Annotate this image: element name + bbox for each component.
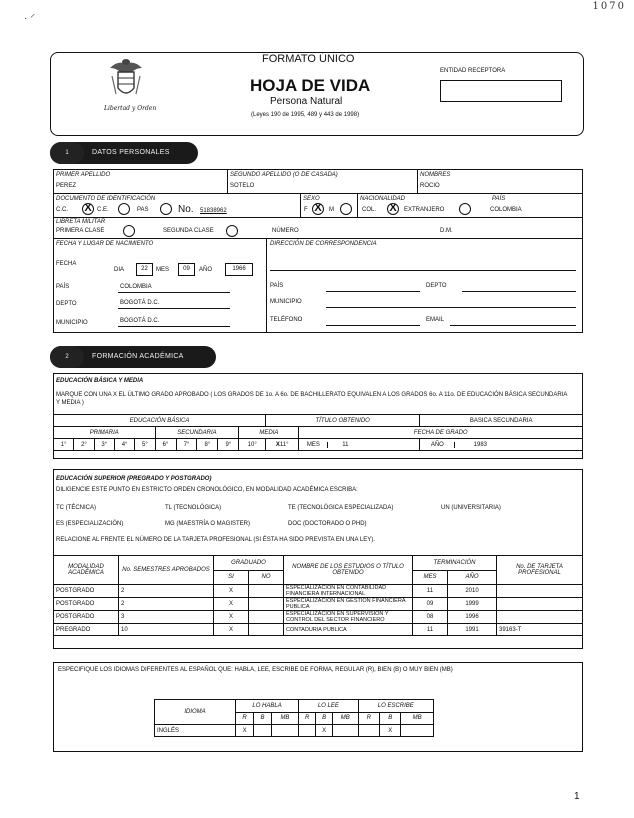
escribe-r[interactable] bbox=[358, 725, 380, 737]
lee-b[interactable]: X bbox=[316, 725, 333, 737]
military-number-label: NÚMERO bbox=[272, 228, 299, 234]
corner-note: 1070 bbox=[592, 1, 626, 12]
basic-instruction: MARQUE CON UNA X EL ÚLTIMO GRADO APROBADO ( LOS GRADOS DE 1o. A 6o. DE BACHILLERATO EQUIVALEN A LOS GRADOS 6o. A 11o. DE EDUCACIÓN BÁSICA SECUNDARIA Y MEDIA ) bbox=[56, 392, 568, 406]
languages-table bbox=[154, 699, 434, 737]
lang-instruction: ESPECIFIQUE LOS IDIOMAS DIFERENTES AL ESPAÑOL QUE: HABLA, LEE, ESCRIBE DE FORMA, REGULAR (R), BIEN (B) O MUY BIEN (MB) bbox=[58, 667, 453, 673]
habla-b[interactable] bbox=[254, 725, 272, 737]
cell-semesters[interactable]: 3 bbox=[119, 611, 214, 624]
first-surname-label: PRIMER APELLIDO bbox=[56, 172, 111, 178]
basic-edu-header: EDUCACIÓN BÁSICA bbox=[54, 415, 266, 427]
lang-r: R bbox=[236, 712, 254, 725]
day-label: DIA bbox=[114, 267, 125, 273]
country-label: PAÍS bbox=[492, 196, 506, 202]
col-si: SI bbox=[214, 570, 249, 585]
col-mes: MES bbox=[413, 570, 448, 585]
relation-note: RELACIONE AL FRENTE EL NÚMERO DE LA TARJETA PROFESIONAL (SI ÉSTA HA SIDO PREVISTA EN UNA LEY). bbox=[56, 537, 375, 543]
sex-f-check-icon: X bbox=[314, 202, 322, 214]
lang-idioma-header: IDIOMA bbox=[155, 700, 236, 725]
id-cc-label: C.C. bbox=[56, 207, 68, 213]
lang-mb: MB bbox=[271, 712, 298, 725]
birth-country-value[interactable]: COLOMBIA bbox=[120, 284, 152, 290]
col-name: NOMBRE DE LOS ESTUDIOS O TÍTULO OBTENIDO bbox=[284, 556, 413, 585]
col-semesters: No. SEMESTRES APROBADOS bbox=[119, 556, 214, 585]
birth-month-field[interactable]: 09 bbox=[178, 263, 195, 276]
nat-foreign-label: EXTRANJERO bbox=[404, 207, 445, 213]
year-label: AÑO bbox=[199, 267, 213, 273]
lang-name[interactable]: INGLÉS bbox=[155, 725, 236, 737]
grad-year-value: 1983 bbox=[473, 441, 488, 448]
col-terminacion: TERMINACIÓN bbox=[413, 556, 497, 571]
names-value[interactable]: ROCIO bbox=[420, 183, 440, 189]
lee-mb[interactable] bbox=[332, 725, 358, 737]
date-label: FECHA bbox=[56, 261, 77, 267]
mod-tc: TC (TÉCNICA) bbox=[56, 505, 96, 511]
section-2-title: FORMACIÓN ACADÉMICA bbox=[92, 353, 184, 360]
higher-title: EDUCACIÓN SUPERIOR (PREGRADO Y POSTGRADO) bbox=[56, 476, 212, 482]
grad-year-label: AÑO bbox=[420, 442, 455, 448]
col-graduado: GRADUADO bbox=[214, 556, 284, 571]
section-1-title: DATOS PERSONALES bbox=[92, 149, 170, 156]
habla-mb[interactable] bbox=[271, 725, 298, 737]
table-row bbox=[54, 598, 583, 611]
nat-col-check-icon: X bbox=[389, 202, 397, 214]
nat-col-label: COL. bbox=[362, 207, 377, 213]
grade-cell[interactable]: 4° bbox=[114, 439, 134, 451]
title-obtained-label: TÍTULO OBTENIDO bbox=[265, 415, 419, 427]
lang-r: R bbox=[299, 712, 316, 725]
title-top: FORMATO ÚNICO bbox=[262, 53, 355, 65]
cell-si[interactable]: X bbox=[214, 624, 249, 636]
lang-mb: MB bbox=[332, 712, 358, 725]
corr-depto-label: DEPTO bbox=[426, 283, 447, 289]
col-ano: AÑO bbox=[448, 570, 497, 585]
table-row bbox=[54, 611, 583, 624]
cell-no[interactable] bbox=[249, 585, 284, 598]
id-cc-check-icon: X bbox=[84, 202, 92, 214]
grad-month-value: 11 bbox=[342, 441, 349, 448]
cell-name[interactable]: ESPECIALIZACION EN CONTABILIDAD FINANCIERA INTERNACIONAL bbox=[284, 585, 413, 598]
cell-name[interactable]: ESPECIALIZACION EN GESTION FINANCIERA PUBLICA bbox=[284, 598, 413, 611]
cell-si[interactable]: X bbox=[214, 598, 249, 611]
section-1-number: 1 bbox=[50, 142, 84, 164]
mod-un: UN (UNIVERSITARIA) bbox=[441, 505, 501, 511]
secundaria-header: SECUNDARIA bbox=[155, 427, 239, 439]
corr-email-label: EMAIL bbox=[426, 317, 445, 323]
birth-depto-label: DEPTO bbox=[56, 301, 77, 307]
lang-b: B bbox=[254, 712, 272, 725]
mod-es: ES (ESPECIALIZACIÓN) bbox=[56, 521, 124, 527]
cell-ano[interactable]: 2010 bbox=[448, 585, 497, 598]
grade-cell[interactable]: 2° bbox=[74, 439, 94, 451]
cell-no[interactable] bbox=[249, 624, 284, 636]
mod-te: TE (TECNOLÓGICA ESPECIALIZADA) bbox=[288, 505, 394, 511]
lang-habla-header: LO HABLA bbox=[236, 700, 299, 713]
birth-label: FECHA Y LUGAR DE NACIMIENTO bbox=[56, 241, 154, 247]
title-sub: Persona Natural bbox=[270, 96, 343, 107]
title-obtained-value[interactable]: BASICA SECUNDARIA bbox=[420, 415, 583, 427]
cell-ano[interactable]: 1999 bbox=[448, 598, 497, 611]
media-header: MEDIA bbox=[239, 427, 299, 439]
id-ce-label: C.E. bbox=[97, 207, 109, 213]
basic-title: EDUCACIÓN BÁSICA Y MEDIA bbox=[56, 378, 144, 384]
grade-cell[interactable]: 1° bbox=[54, 439, 74, 451]
nat-foreign-radio[interactable] bbox=[459, 203, 471, 215]
cell-card[interactable] bbox=[497, 598, 583, 611]
grade-cell[interactable]: 8° bbox=[197, 439, 218, 451]
lang-lee-header: LO LEE bbox=[299, 700, 358, 713]
id-doc-label: DOCUMENTO DE IDENTIFICACIÓN bbox=[56, 196, 156, 202]
second-surname-value[interactable]: SOTELO bbox=[230, 183, 255, 189]
cell-modalidad[interactable]: POSTGRADO bbox=[54, 611, 119, 624]
col-tarjeta: No. DE TARJETA PROFESIONAL bbox=[497, 556, 583, 585]
second-class-radio[interactable] bbox=[226, 225, 238, 237]
corr-municipio-label: MUNICIPIO bbox=[270, 299, 302, 305]
cell-modalidad[interactable]: POSTGRADO bbox=[54, 585, 119, 598]
cell-si[interactable]: X bbox=[214, 585, 249, 598]
entity-field[interactable] bbox=[440, 80, 562, 102]
habla-r[interactable]: X bbox=[236, 725, 254, 737]
grade-cell[interactable]: 3° bbox=[94, 439, 114, 451]
cell-si[interactable]: X bbox=[214, 611, 249, 624]
military-label: LIBRETA MILITAR bbox=[56, 219, 106, 225]
mod-tl: TL (TECNOLÓGICA) bbox=[165, 505, 222, 511]
names-label: NOMBRES bbox=[420, 172, 451, 178]
mod-mg: MG (MAESTRÍA O MAGISTER) bbox=[165, 521, 251, 527]
cell-semesters[interactable]: 2 bbox=[119, 585, 214, 598]
grade-cell[interactable]: 5° bbox=[135, 439, 155, 451]
laws-note: (Leyes 190 de 1995, 489 y 443 de 1998) bbox=[251, 112, 360, 118]
id-number-value[interactable]: 51838962 bbox=[200, 208, 227, 214]
table-row bbox=[54, 624, 583, 636]
grade-cell[interactable]: 10° bbox=[239, 439, 266, 451]
grad-month-label: MES bbox=[299, 442, 328, 448]
lee-r[interactable] bbox=[299, 725, 316, 737]
lang-b: B bbox=[380, 712, 401, 725]
page-number: 1 bbox=[574, 791, 580, 802]
id-pas-radio[interactable] bbox=[160, 203, 172, 215]
section-2-header bbox=[50, 346, 216, 368]
first-surname-value[interactable]: PEREZ bbox=[56, 183, 77, 189]
second-class-label: SEGUNDA CLASE bbox=[163, 228, 214, 234]
table-row bbox=[155, 725, 434, 737]
grade-cell[interactable]: 9° bbox=[218, 439, 239, 451]
birth-municipio-label: MUNICIPIO bbox=[56, 320, 88, 326]
birth-day-field[interactable]: 22 bbox=[136, 263, 153, 276]
id-number-label: No. bbox=[178, 204, 194, 215]
grade-11-label: 11° bbox=[279, 441, 289, 448]
higher-instruction: DILIGENCIE ESTE PUNTO EN ESTRICTO ORDEN CRONOLÓGICO, EN MODALIDAD ACADÉMICA ESCRIBA: bbox=[56, 487, 358, 493]
motto: Libertad y Orden bbox=[104, 105, 157, 112]
grad-date-header: FECHA DE GRADO bbox=[299, 427, 583, 439]
cell-semesters[interactable]: 2 bbox=[119, 598, 214, 611]
coat-of-arms-icon bbox=[106, 58, 146, 104]
cell-semesters[interactable]: 10 bbox=[119, 624, 214, 636]
lang-r: R bbox=[358, 712, 380, 725]
cell-ano[interactable]: 1996 bbox=[448, 611, 497, 624]
corr-label: DIRECCIÓN DE CORRESPONDENCIA bbox=[270, 241, 377, 247]
grade-11-mark: X bbox=[275, 441, 280, 448]
dm-label: D.M. bbox=[440, 228, 453, 234]
mod-doc: DOC (DOCTORADO O PHD) bbox=[288, 521, 367, 527]
lang-escribe-header: LO ESCRIBE bbox=[358, 700, 433, 713]
col-modalidad: MODALIDAD ACADÉMICA bbox=[54, 556, 119, 585]
grade-cell[interactable]: 7° bbox=[176, 439, 197, 451]
birth-year-field[interactable]: 1966 bbox=[225, 263, 253, 276]
country-value[interactable]: COLOMBIA bbox=[490, 207, 522, 213]
cell-card[interactable]: 39163-T bbox=[497, 624, 583, 636]
cell-name[interactable]: CONTADURIA PUBLICA bbox=[284, 624, 413, 636]
section-1-header bbox=[50, 142, 198, 164]
grade-cell[interactable]: 6° bbox=[155, 439, 176, 451]
month-label: MES bbox=[156, 267, 170, 273]
grad-year-cell[interactable] bbox=[420, 439, 583, 451]
escribe-mb[interactable] bbox=[401, 725, 434, 737]
sex-label: SEXO bbox=[303, 196, 320, 202]
lang-b: B bbox=[316, 712, 333, 725]
table-row bbox=[54, 585, 583, 598]
sex-m-label: M bbox=[329, 207, 334, 213]
col-no: NO bbox=[249, 570, 284, 585]
corr-phone-label: TELÉFONO bbox=[270, 317, 303, 323]
sex-f-label: F bbox=[304, 207, 308, 213]
cell-no[interactable] bbox=[249, 598, 284, 611]
higher-education-table bbox=[53, 555, 583, 636]
id-pas-label: PAS bbox=[137, 207, 149, 213]
cell-modalidad[interactable]: POSTGRADO bbox=[54, 598, 119, 611]
birth-depto-value[interactable]: BOGOTÁ D.C. bbox=[120, 300, 160, 306]
id-ce-radio[interactable] bbox=[118, 203, 130, 215]
cell-no[interactable] bbox=[249, 611, 284, 624]
cell-mes[interactable]: 11 bbox=[413, 585, 448, 598]
first-class-label: PRIMERA CLASE bbox=[56, 228, 105, 234]
corr-pais-label: PAÍS bbox=[270, 283, 284, 289]
cell-name[interactable]: ESPECIALIZACION EN SUPERVISION Y CONTROL DEL SECTOR FINANCIERO bbox=[284, 611, 413, 624]
birth-municipio-value[interactable]: BOGOTÁ D.C. bbox=[120, 318, 160, 324]
page-title: HOJA DE VIDA bbox=[250, 76, 371, 95]
cell-mes[interactable]: 11 bbox=[413, 624, 448, 636]
cell-modalidad[interactable]: PREGRADO bbox=[54, 624, 119, 636]
birth-country-label: PAÍS bbox=[56, 284, 70, 290]
cell-mes[interactable]: 08 bbox=[413, 611, 448, 624]
sex-m-radio[interactable] bbox=[340, 203, 352, 215]
cell-mes[interactable]: 09 bbox=[413, 598, 448, 611]
escribe-b[interactable]: X bbox=[380, 725, 401, 737]
scan-mark: · ⸍ bbox=[24, 13, 36, 24]
nationality-label: NACIONALIDAD bbox=[360, 196, 406, 202]
basic-education-table bbox=[53, 414, 583, 451]
cell-ano[interactable]: 1991 bbox=[448, 624, 497, 636]
cell-card[interactable] bbox=[497, 611, 583, 624]
entity-label: ENTIDAD RECEPTORA bbox=[440, 68, 506, 74]
primaria-header: PRIMARIA bbox=[54, 427, 156, 439]
grade-cell-11[interactable] bbox=[265, 439, 298, 451]
lang-mb: MB bbox=[401, 712, 434, 725]
grad-month-cell[interactable] bbox=[299, 439, 420, 451]
second-surname-label: SEGUNDO APELLIDO (O DE CASADA) bbox=[230, 172, 338, 178]
cell-card[interactable] bbox=[497, 585, 583, 598]
section-2-number: 2 bbox=[50, 346, 84, 368]
first-class-radio[interactable] bbox=[123, 225, 135, 237]
